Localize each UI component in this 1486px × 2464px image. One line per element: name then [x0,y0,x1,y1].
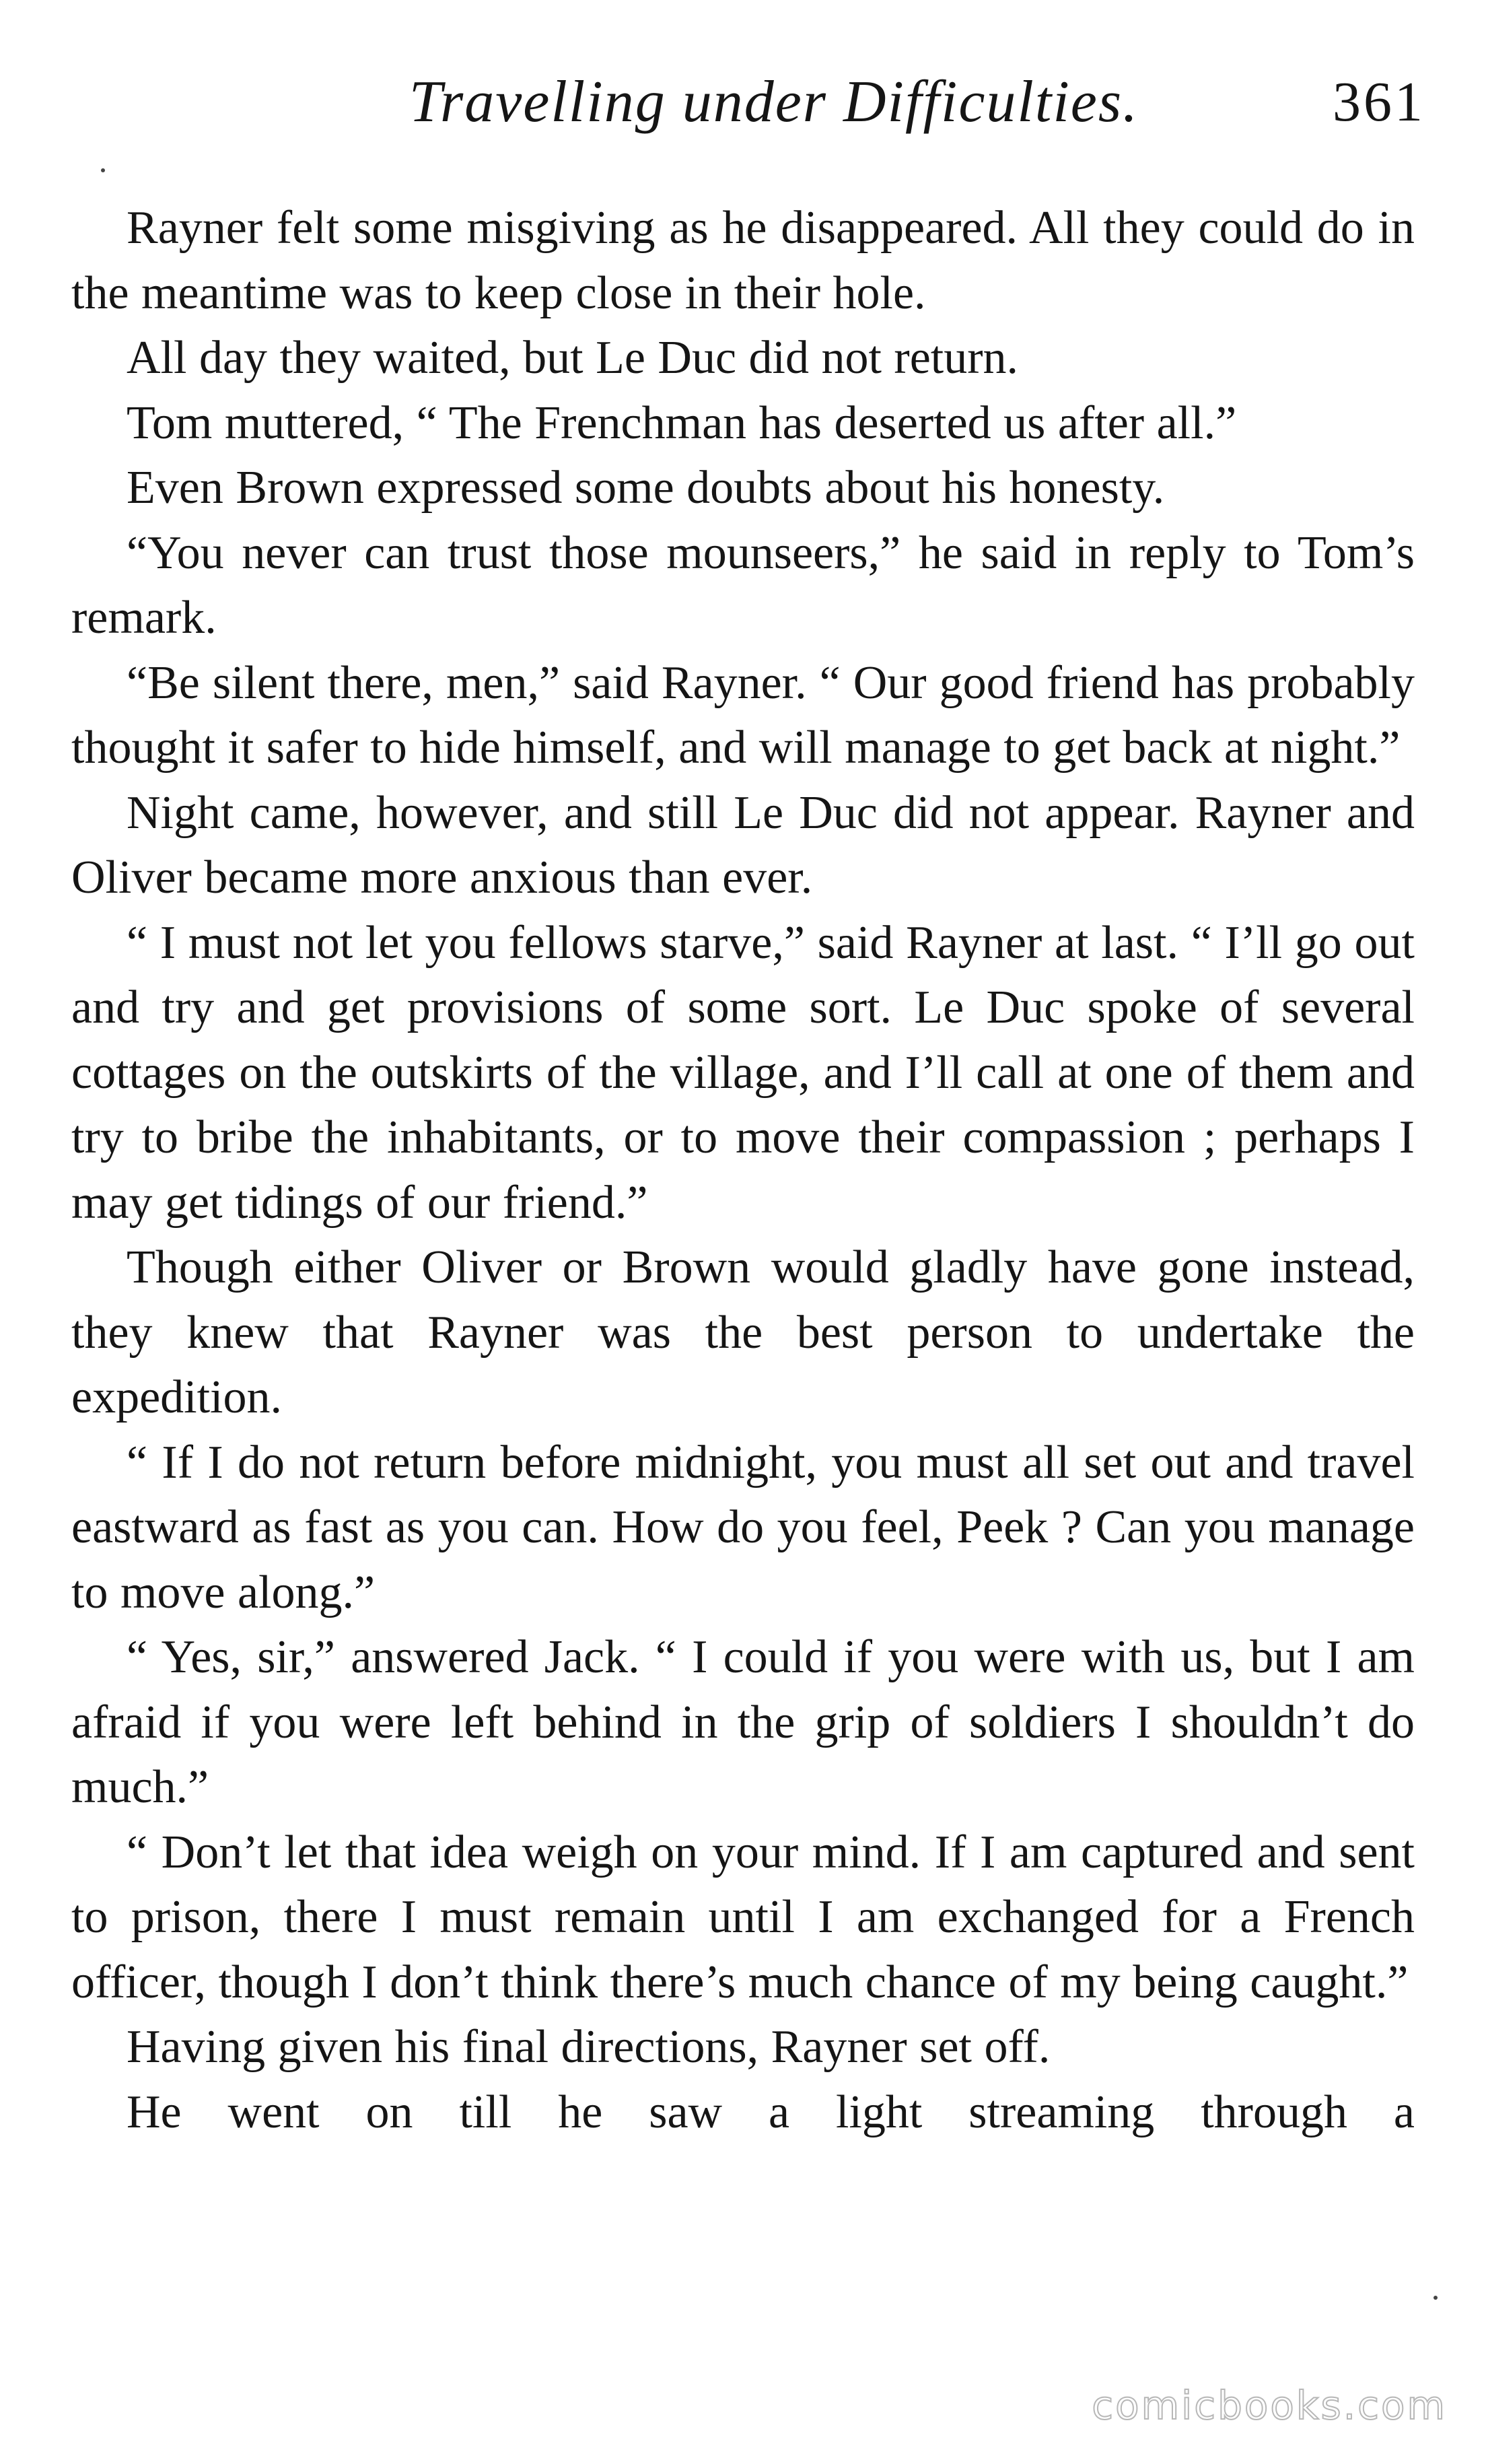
stray-mark [1434,2296,1438,2300]
paragraph: “ Don’t let that idea weigh on your mind. If I am captured and sent to prison, there I must remain until I am exchanged for a French officer, though I don’t think there’s much chance of my being caught.” [71,1826,1415,2008]
page-number: 361 [1333,71,1425,133]
paragraph: “You never can trust those mounseers,” he said in reply to Tom’s remark. [71,526,1415,644]
paragraph: Even Brown expressed some doubts about his honesty. [127,462,1165,514]
body-text [71,196,1415,2145]
paragraph: Rayner felt some misgiving as he disappeared. All they could do in the meantime was to keep close in their hole. [71,202,1415,319]
paragraph: Though either Oliver or Brown would gladly have gone instead, they knew that Rayner was the best person to undertake the expedition. [71,1241,1415,1423]
running-head [0,62,1486,143]
paragraph: “ Yes, sir,” answered Jack. “ I could if you were with us, but I am afraid if you were left behind in the grip of soldiers I shouldn’t do much.” [71,1631,1415,1813]
running-title: Travelling under Difficulties. [409,69,1139,135]
paragraph: Having given his final directions, Rayner set off. [127,2021,1051,2073]
continued-line: He went on till he saw a light streaming through a [127,2086,1415,2138]
paragraph: “Be silent there, men,” said Rayner. “ Our good friend has probably thought it safer to hide himself, and will manage to get back at night.” [71,656,1415,774]
paragraph: Night came, however, and still Le Duc did not appear. Rayner and Oliver became more anxious than ever. [71,786,1415,903]
paragraph: Tom muttered, “ The Frenchman has deserted us after all.” [127,397,1237,449]
paragraph: “ If I do not return before midnight, you must all set out and travel eastward as fast as you can. How do you feel, Peek ? Can you manage to move along.” [71,1436,1415,1618]
paragraph: All day they waited, but Le Duc did not return. [127,332,1019,384]
watermark: comicbooks.com [1092,2383,1447,2428]
stray-mark [101,168,105,172]
paragraph: “ I must not let you fellows starve,” said Rayner at last. “ I’ll go out and try and get provisions of some sort. Le Duc spoke of several cottages on the outskirts of the village, and I’ll call at one of them and try to bribe the inhabitants, or to move their compassion ; perhaps I may get tidings of our friend.” [71,916,1415,1229]
